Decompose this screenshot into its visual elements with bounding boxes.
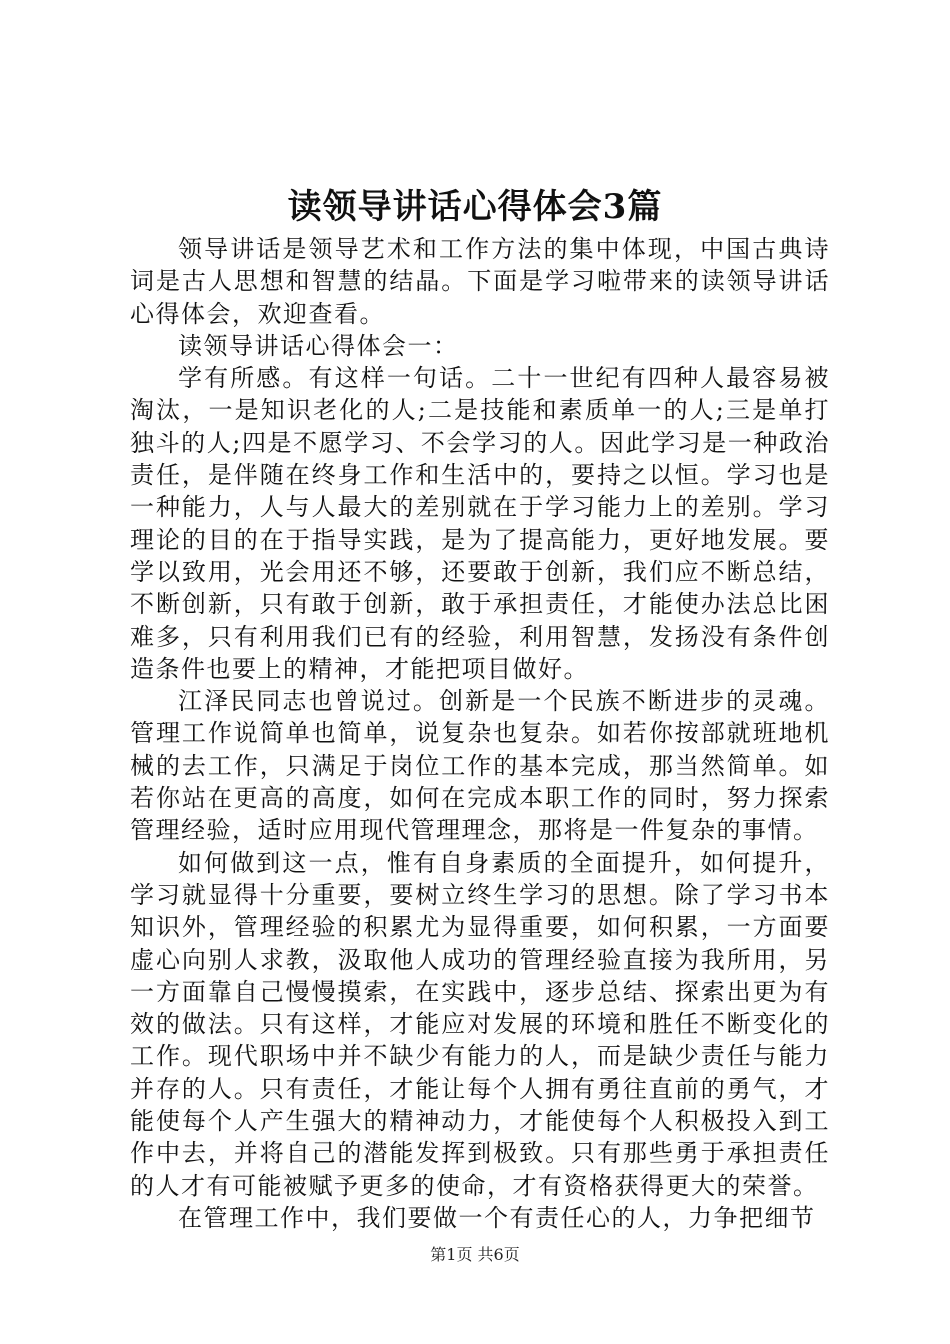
document-body (130, 233, 830, 1234)
paragraph-management-details: 在管理工作中，我们要做一个有责任心的人，力争把细节 (178, 1203, 816, 1232)
paragraph-responsibility: 如何做到这一点，惟有自身素质的全面提升，如何提升，学习就显得十分重要，要树立终生学习的思想。除了学习书本知识外，管理经验的积累尤为显得重要，如何积累，一方面要虚心向别人求教，汲取他人成功的管理经验直接为我所用，另一方面靠自己慢慢摸索，在实践中，逐步总结、探索出更为有效的做法。只有这样，才能应对发展的环境和胜任不断变化的工作。现代职场中并不缺少有能力的人，而是缺少责任与能力并存的人。只有责任，才能让每个人拥有勇往直前的勇气，才能使每个人产生强大的精神动力，才能使每个人积极投入到工作中去，并将自己的潜能发挥到极致。只有那些勇于承担责任的人才有可能被赋予更多的使命，才有资格获得更大的荣誉。 (130, 848, 830, 1200)
paragraph-learning: 学有所感。有这样一句话。二十一世纪有四种人最容易被淘汰，一是知识老化的人;二是技能和素质单一的人;三是单打独斗的人;四是不愿学习、不会学习的人。因此学习是一种政治责任，是伴随在终身工作和生活中的，要持之以恒。学习也是一种能力，人与人最大的差别就在于学习能力上的差别。学习理论的目的在于指导实践，是为了提高能力，更好地发展。要学以致用，光会用还不够，还要敢于创新，我们应不断总结，不断创新，只有敢于创新，敢于承担责任，才能使办法总比困难多，只有利用我们已有的经验，利用智慧，发扬没有条件创造条件也要上的精神，才能把项目做好。 (130, 364, 830, 683)
paragraph-innovation: 江泽民同志也曾说过。创新是一个民族不断进步的灵魂。管理工作说简单也简单，说复杂也复杂。如若你按部就班地机械的去工作，只满足于岗位工作的基本完成，那当然简单。如若你站在更高的高度，如何在完成本职工作的同时，努力探索管理经验，适时应用现代管理理念，那将是一件复杂的事情。 (130, 687, 830, 845)
paragraph-intro: 领导讲话是领导艺术和工作方法的集中体现，中国古典诗词是古人思想和智慧的结晶。下面是学习啦带来的读领导讲话心得体会，欢迎查看。 (130, 235, 830, 328)
paragraph-section-heading: 读领导讲话心得体会一： (178, 331, 459, 360)
page-footer: 第1页 共6页 (430, 1245, 520, 1264)
document-title: 读领导讲话心得体会3篇 (287, 187, 663, 227)
